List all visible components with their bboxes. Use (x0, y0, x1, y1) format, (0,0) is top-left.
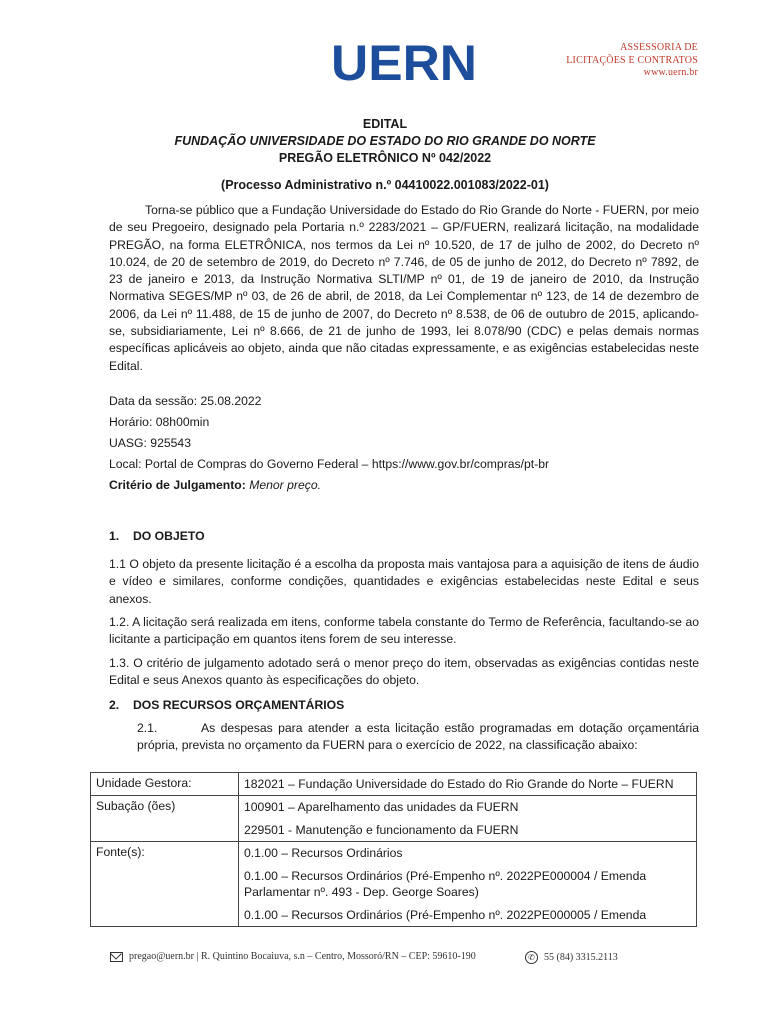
table-value-cell (239, 773, 697, 796)
org-line-1: ASSESSORIA DE (620, 42, 698, 53)
budget-table (90, 772, 697, 927)
table-line: 0.1.00 – Recursos Ordinários (Pré-Empenho nº. 2022PE000005 / Emenda (244, 908, 647, 922)
judgment-criterion (109, 477, 321, 494)
section-2-1 (137, 720, 699, 755)
org-site: www.uern.br (643, 67, 698, 78)
section-2-1-text: As despesas para atender a esta licitação estão programadas em dotação orçamentária própria, prevista no orçamento da FUERN para o exercício de 2022, na classificação abaixo: (137, 721, 699, 753)
footer-phone (525, 951, 618, 964)
section-1-heading (109, 529, 205, 543)
table-line: 182021 – Fundação Universidade do Estado do Rio Grande do Norte – FUERN (244, 777, 674, 791)
footer-contact-text[interactable]: pregao@uern.br | R. Quintino Bocaiuva, s.n – Centro, Mossoró/RN – CEP: 59610-190 (129, 951, 476, 962)
table-line: 0.1.00 – Recursos Ordinários (244, 846, 403, 860)
intro-paragraph: Torna-se público que a Fundação Universidade do Estado do Rio Grande do Norte - FUERN, por meio de seu Pregoeiro, designado pela Portaria n.º 2283/2021 – GP/FUERN, realizará licitação, na modalidade PREGÃO, na forma ELETRÔNICA, nos termos da Lei nº 10.520, de 17 de julho de 2002, do Decreto nº 10.024, de 20 de setembro de 2019, do Decreto nº 7.746, de 05 de junho de 2012, do Decreto nº 7892, de 23 de janeiro e 2013, da Instrução Normativa SLTI/MP nº 01, de 19 de janeiro de 2010, da Instrução Normativa SEGES/MP nº 03, de 26 de abril, de 2018, da Lei Complementar nº 123, de 14 de dezembro de 2006, da Lei nº 11.488, de 15 de junho de 2007, do Decreto nº 8.538, de 06 de outubro de 2015, aplicando-se, subsidiariamente, Lei nº 8.666, de 21 de junho de 1993, lei 8.078/90 (CDC) e pelas demais normas específicas aplicáveis ao objeto, ainda que não citadas expressamente, e as exigências estabelecidas neste Edital. (109, 203, 699, 373)
session-date: Data da sessão: 25.08.2022 (109, 394, 262, 408)
title-block (100, 116, 670, 167)
table-row (91, 796, 697, 842)
pregao-title: PREGÃO ELETRÔNICO Nº 042/2022 (278, 151, 492, 165)
edital-title: EDITAL (362, 117, 408, 131)
institution-title: FUNDAÇÃO UNIVERSIDADE DO ESTADO DO RIO GRANDE DO NORTE (174, 134, 596, 148)
section-1-3: 1.3. O critério de julgamento adotado será o menor preço do item, observadas as exigências contidas neste Edital e seus Anexos quanto às especificações do objeto. (109, 656, 699, 688)
table-value-cell (239, 842, 697, 927)
session-local: Local: Portal de Compras do Governo Federal – https://www.gov.br/compras/pt-br (109, 457, 550, 471)
section-2-number: 2. (109, 698, 120, 712)
criterion-value: Menor preço. (249, 478, 321, 492)
section-1-1: 1.1 O objeto da presente licitação é a escolha da proposta mais vantajosa para a aquisição de itens de áudio e vídeo e similares, conforme condições, quantidades e exigências estabelecidas neste Edital e seus anexos. (109, 557, 699, 606)
footer-contact (110, 951, 476, 962)
logo-text: UERN (331, 40, 477, 84)
table-line: 0.1.00 – Recursos Ordinários (Pré-Empenho nº. 2022PE000004 / Emenda Parlamentar nº. 493 - Dep. George Soares) (244, 869, 647, 899)
table-line: 100901 – Aparelhamento das unidades da FUERN (244, 800, 519, 814)
section-1-2: 1.2. A licitação será realizada em itens, conforme tabela constante do Termo de Referência, facultando-se ao licitante a participação em quantos itens forem de seu interesse. (109, 615, 699, 647)
uern-logo (330, 40, 478, 84)
processo-number: (Processo Administrativo n.º 04410022.001083/2022-01) (221, 178, 549, 192)
org-header (566, 42, 698, 80)
table-label-cell: Fonte(s): (91, 842, 239, 927)
session-uasg: UASG: 925543 (109, 436, 191, 450)
section-2-1-number: 2.1. (137, 721, 158, 735)
section-1-title: DO OBJETO (133, 529, 205, 543)
phone-icon: ✆ (525, 951, 538, 964)
table-label-cell: Unidade Gestora: (91, 773, 239, 796)
mail-icon (110, 952, 123, 962)
footer-phone-text: 55 (84) 3315.2113 (544, 951, 618, 963)
section-2-heading (109, 698, 344, 712)
table-label-cell: Subação (ões) (91, 796, 239, 842)
session-time: Horário: 08h00min (109, 415, 210, 429)
org-line-2: LICITAÇÕES E CONTRATOS (566, 54, 698, 66)
table-row (91, 842, 697, 927)
section-1-number: 1. (109, 529, 120, 543)
table-line: 229501 - Manutenção e funcionamento da FUERN (244, 823, 519, 837)
criterion-label: Critério de Julgamento: (109, 478, 246, 492)
table-value-cell (239, 796, 697, 842)
section-2-title: DOS RECURSOS ORÇAMENTÁRIOS (133, 698, 345, 712)
table-row (91, 773, 697, 796)
